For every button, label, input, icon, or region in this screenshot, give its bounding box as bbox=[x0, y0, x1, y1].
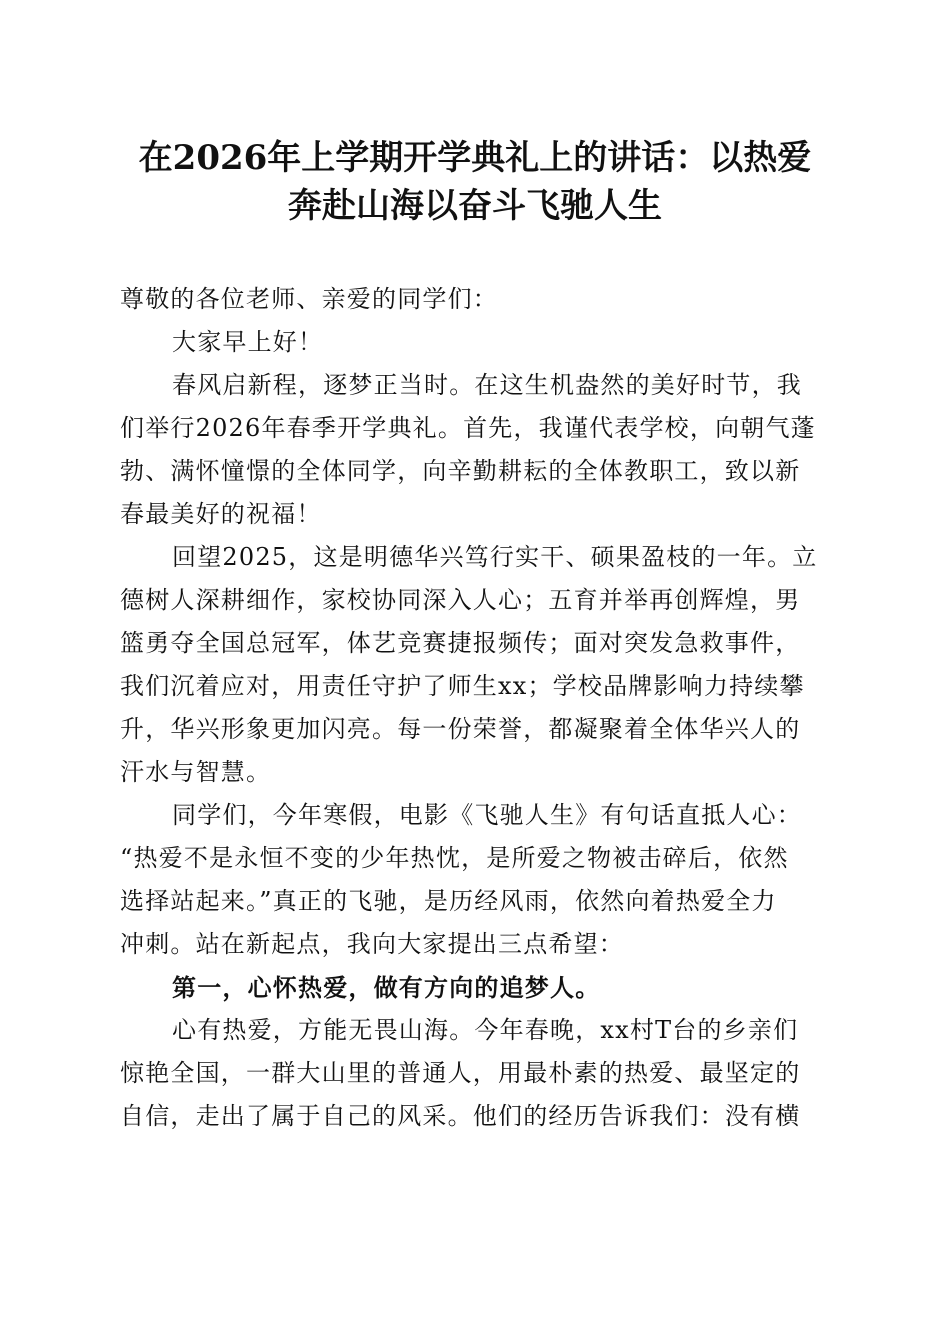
paragraph-line: 冲刺。站在新起点，我向大家提出三点希望： bbox=[120, 930, 624, 958]
paragraph-line: 篮勇夺全国总冠军，体艺竞赛捷报频传；面对突发急救事件， bbox=[120, 629, 801, 657]
paragraph-line: 汗水与智慧。 bbox=[120, 758, 272, 786]
title-line: 奔赴山海以奋斗飞驰人生 bbox=[288, 186, 662, 226]
paragraph-line: 春风启新程，逐梦正当时。在这生机盎然的美好时节，我 bbox=[172, 371, 802, 399]
paragraph-line: 德树人深耕细作，家校协同深入人心；五育并举再创辉煌，男 bbox=[120, 586, 801, 614]
paragraph-point-one bbox=[120, 1009, 830, 1138]
paragraph-line: 我们沉着应对，用责任守护了师生xx；学校品牌影响力持续攀 bbox=[120, 672, 805, 700]
greeting: 大家早上好！ bbox=[172, 328, 324, 356]
paragraph-line: 选择站起来。”真正的飞驰，是历经风雨，依然向着热爱全力 bbox=[120, 887, 777, 915]
title-line: 在2026年上学期开学典礼上的讲话：以热爱 bbox=[138, 138, 812, 178]
paragraph-line: 自信，走出了属于自己的风采。他们的经历告诉我们：没有横 bbox=[120, 1102, 801, 1130]
paragraph-line: 心有热爱，方能无畏山海。今年春晚，xx村T台的乡亲们 bbox=[172, 1016, 799, 1044]
salutation: 尊敬的各位老师、亲爱的同学们： bbox=[120, 285, 498, 313]
paragraph-line: 惊艳全国，一群大山里的普通人，用最朴素的热爱、最坚定的 bbox=[120, 1059, 801, 1087]
paragraph-line: 春最美好的祝福！ bbox=[120, 500, 322, 528]
paragraph-line: 升，华兴形象更加闪亮。每一份荣誉，都凝聚着全体华兴人的 bbox=[120, 715, 801, 743]
paragraph-review bbox=[120, 536, 830, 794]
document-title bbox=[100, 134, 850, 230]
paragraph-hopes bbox=[120, 794, 830, 966]
paragraph-line: 回望2025，这是明德华兴笃行实干、硕果盈枝的一年。立 bbox=[172, 543, 818, 571]
paragraph-line: 勃、满怀憧憬的全体同学，向辛勤耕耘的全体教职工，致以新 bbox=[120, 457, 801, 485]
paragraph-line: 们举行2026年春季开学典礼。首先，我谨代表学校，向朝气蓬 bbox=[120, 414, 816, 442]
paragraph-line: “热爱不是永恒不变的少年热忱，是所爱之物被击碎后，依然 bbox=[120, 844, 789, 872]
speech-body bbox=[120, 278, 830, 1138]
paragraph-line: 同学们，今年寒假，电影《飞驰人生》有句话直抵人心： bbox=[172, 801, 802, 829]
paragraph-opening bbox=[120, 364, 830, 536]
point-one-heading: 第一，心怀热爱，做有方向的追梦人。 bbox=[172, 973, 601, 1002]
